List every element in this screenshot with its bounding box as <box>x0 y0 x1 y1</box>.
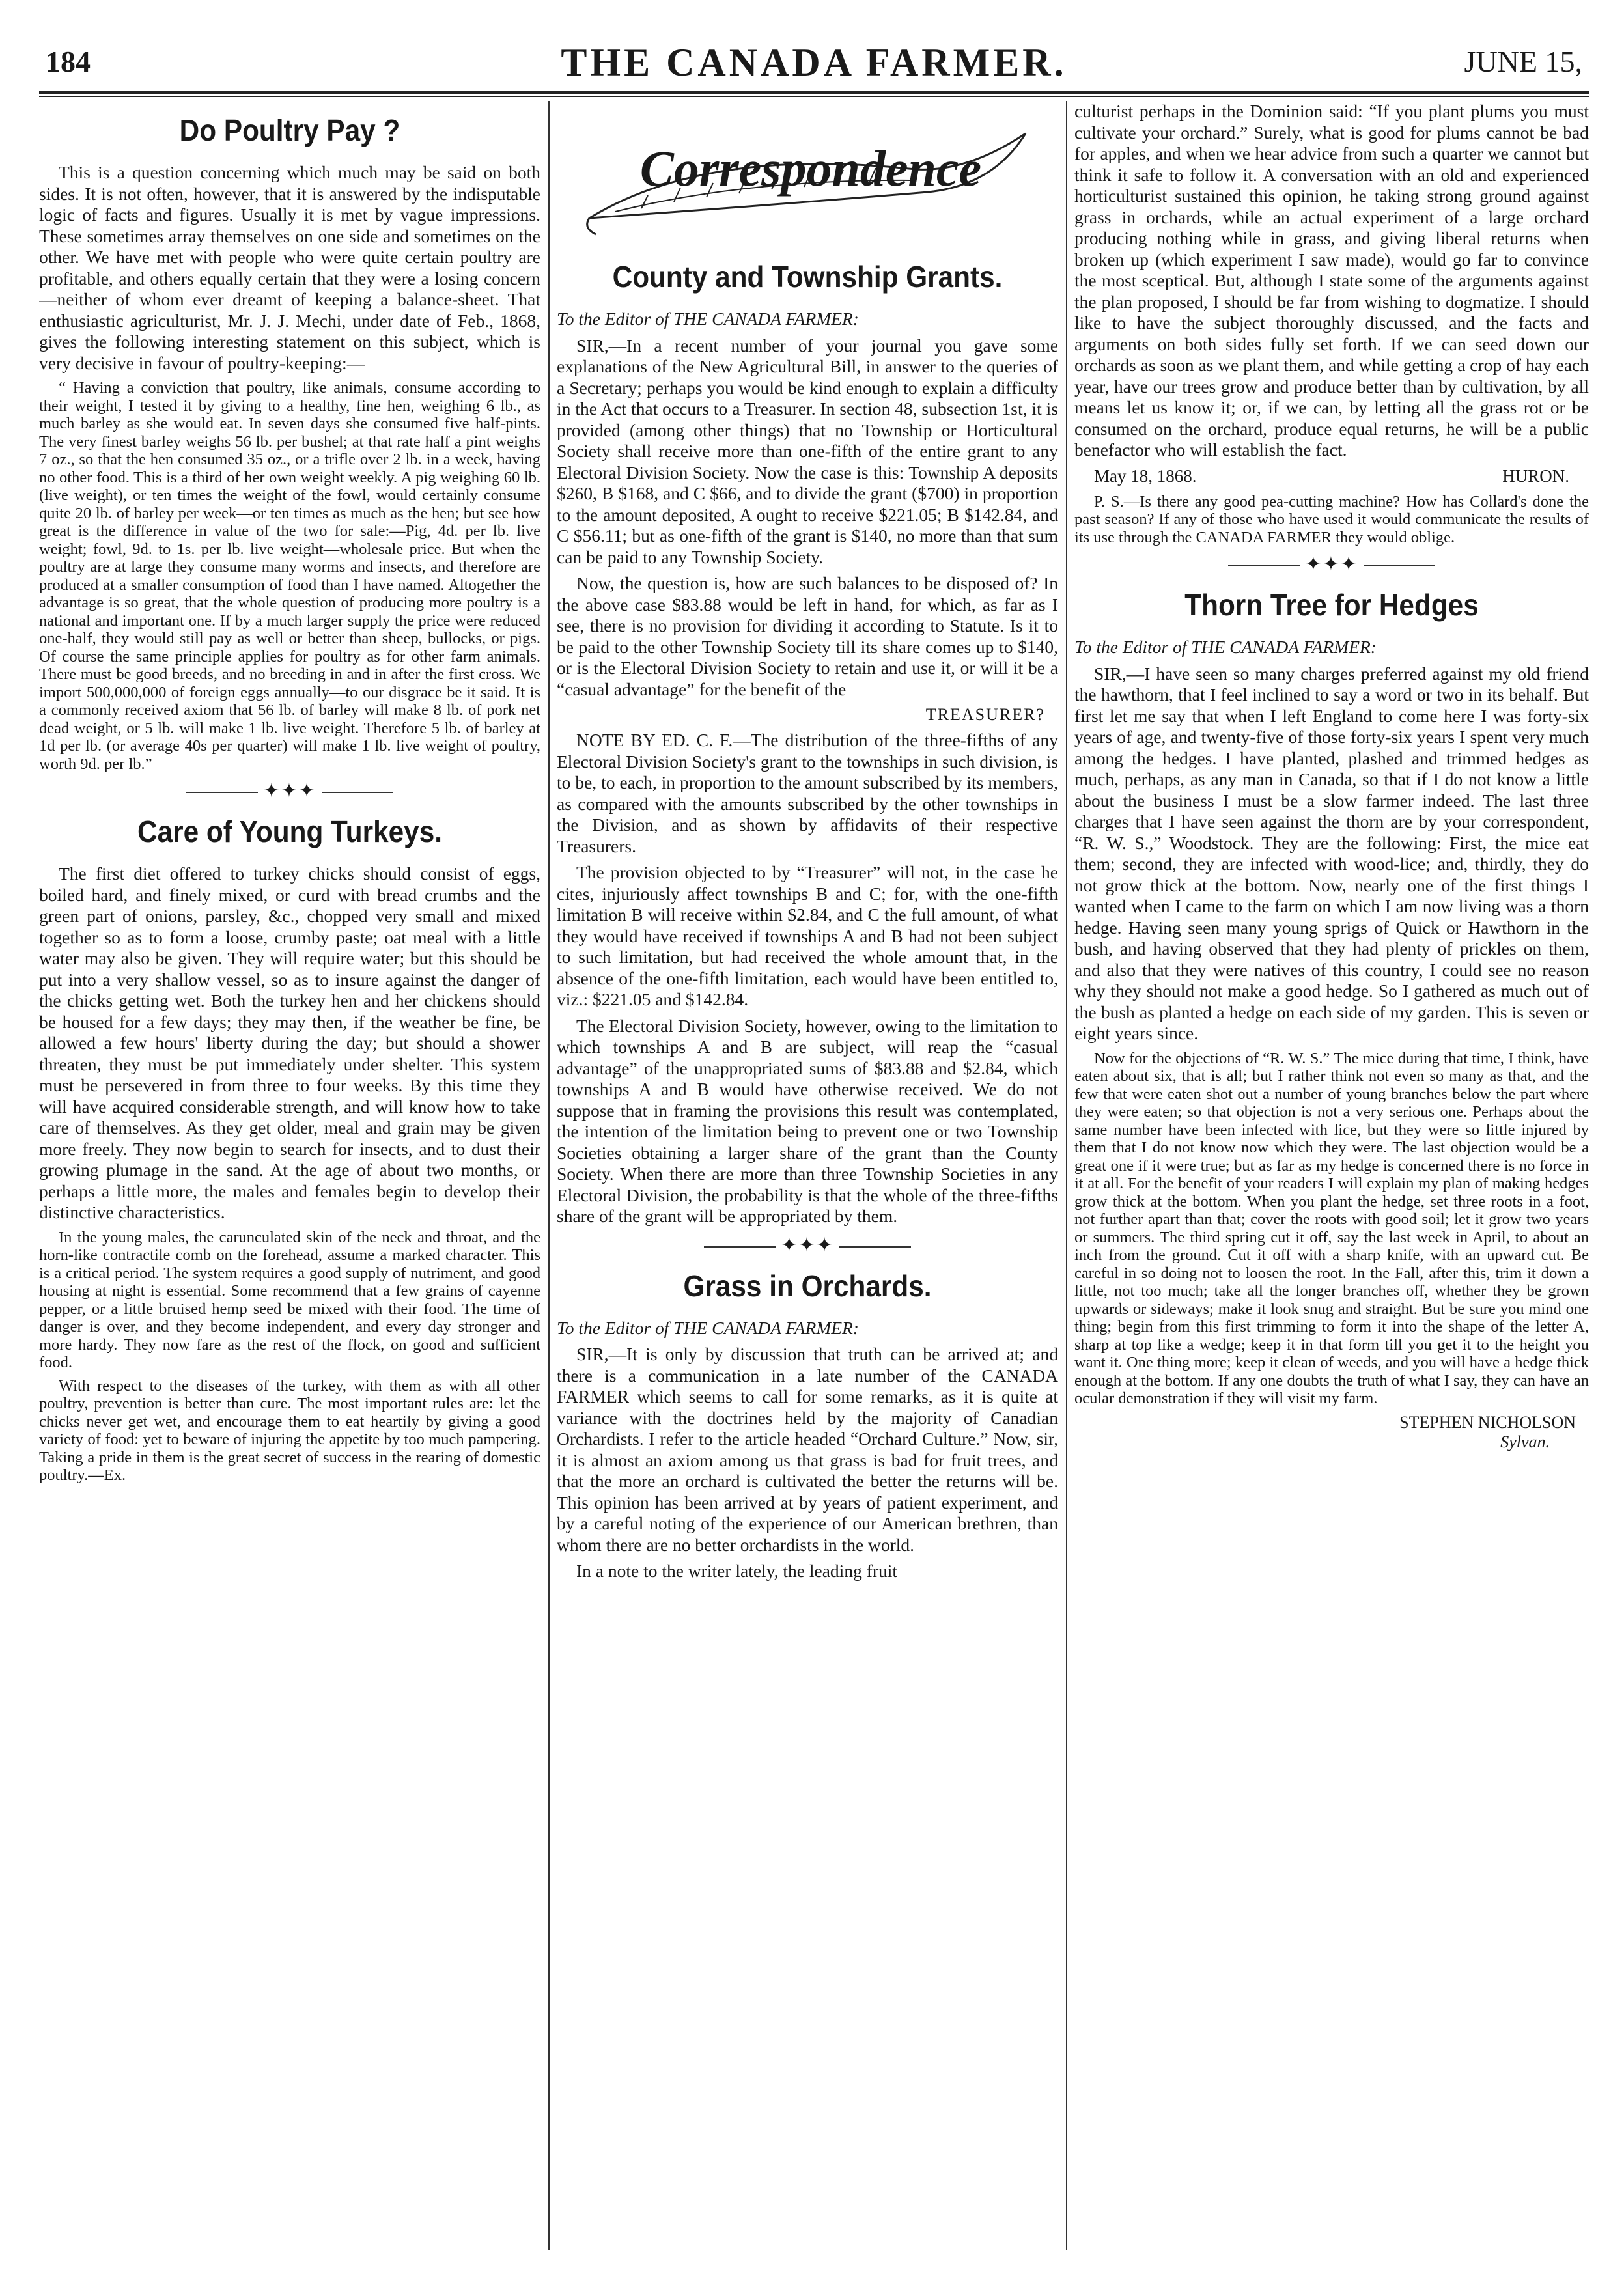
letter-dateline <box>1074 466 1589 486</box>
column-divider <box>1066 101 1067 2250</box>
article-paragraph: culturist perhaps in the Dominion said: “If you plant plums you must cultivate your orchard.” Surely, what is good for plums cannot be bad for apples, and when we hear advice from such a quarter we cannot but think it safe to follow it. A conversation with an old and experienced horticulturist sustained this opinion, he taking strong ground against grass in orchards, while an actual experiment of a large orchard producing nothing while in grass, and giving liberal returns when broken up (which experiment I saw made), would go far to convince the most sceptical. But, although I state some of the arguments against the plan proposed, I should be far from wishing to dogmatize. I should like to have the subject thoroughly discussed, and the facts and arguments on both sides fully set forth. If we can seed down our orchards as soon as we plant them, and while getting a crop of hay each year, have our trees grow and produce better than by cultivation, by all means let us know it; or, if we can, by letting all the grass rot or be consumed on the orchard, produce equal returns, he will be a public benefactor who will establish the fact. <box>1074 101 1589 460</box>
quill-pen-icon <box>576 107 1032 244</box>
section-ornament: ✦✦✦ <box>39 779 540 802</box>
article-quote: “ Having a conviction that poultry, like animals, consume according to their weight, I tested it by giving to a healthy, fine hen, weighing 6 lb., as much barley as she would eat. In seven days she consumed five half-pints. The very finest barley weighs 56 lb. per bushel; at that rate half a pint weighs 7 oz., so that the hen consumed 35 oz., or a trifle over 2 lb. in a week, having no other food. This is a third of her own weight weekly. A pig weighing 60 lb. (live weight), or ten times the weight of the fowl, would certainly consume quite 20 lb. of barley per week—or ten times as much as the hen; but see how great is the difference in value of the two for sale:—Pig, 4d. per lb. live weight; fowl, 9d. to 1s. per lb. live weight—wholesale price. But when the poultry are at large they consume many worms and insects, and therefore are produced at a smaller consumption of food than I have named. Altogether the advantage is so great, that the whole question of producing more poultry is a national and important one. If by a much larger supply the price were reduced one-half, they would still pay as well or better than sheep, bullocks, or pigs. Of course the same principle applies for poultry as for other farm animals. There must be good breeds, and no breeding in and in after the first cross. We import 500,000,000 of foreign eggs annually—to our disgrace be it said. It is a commonly received axiom that 56 lb. of barley will make 8 lb. of pork net dead weight, or 5 lb. will make 1 lb. live weight. Therefore 5 lb. of barley at 1d per lb. (or average 40s per quarter) will make 1 lb. live weight of poultry, worth 9d. per lb.” <box>39 379 540 773</box>
masthead <box>39 38 1589 96</box>
letter-salutation: To the Editor of THE CANADA FARMER: <box>1074 637 1377 657</box>
letter-signature: STEPHEN NICHOLSON <box>1399 1412 1576 1432</box>
column-divider <box>548 101 550 2250</box>
editor-note: NOTE BY ED. C. F.—The distribution of the three-fifths of any Electoral Division Society's grant to the townships in such division, is to be, to each, in proportion to the amount subscribed by its members, as compared with the amounts subscribed by the other townships in the Division, and as shown by affidavits of their respective Treasurers. <box>557 730 1058 856</box>
article-paragraph: The provision objected to by “Treasurer” will not, in the case he cites, injuriously affect townships B and C; for, with the one-fifth limitation B will receive within $2.84, and C the full amount, of what they would have received if townships A and B had not been subject to such limitation, but had received the whole amount that, in the absence of the one-fifth limitation, each would have been entitled to, viz.: $221.05 and $142.84. <box>557 862 1058 1009</box>
letter-signature: TREASURER? <box>925 705 1045 724</box>
article-title-poultry: Do Poultry Pay ? <box>179 113 400 147</box>
header-rule-thin <box>39 96 1589 97</box>
article-paragraph: This is a question concerning which much may be said on both sides. It is not often, however, that it is answered by the indisputable logic of facts and figures. Usually it is met by vague impressions. These sometimes array themselves on one side and sometimes on the other. We have met with people who were quite certain poultry are profitable, and others equally certain that they were a losing concern—neither of whom ever dreamt of keeping a balance-sheet. That enthusiastic agriculturist, Mr. J. J. Mechi, under date of Feb., 1868, gives the following interesting statement on this subject, which is very decisive in favour of poultry-keeping:— <box>39 162 540 373</box>
header-rule <box>39 91 1589 94</box>
issue-date: JUNE 15, <box>1464 45 1582 78</box>
section-ornament: ✦✦✦ <box>557 1234 1058 1257</box>
page-number: 184 <box>46 45 91 78</box>
article-title-turkeys: Care of Young Turkeys. <box>137 815 442 848</box>
article-paragraph: The Electoral Division Society, however, owing to the limitation to which townships A and B are subject, will reap the “casual advantage” of the unappropriated sums of $83.88 and $2.84, which townships A and B would have otherwise received. We do not suppose that in framing the provisions this result was contemplated, the intention of the limitation being to prevent one or two Township Societies obtaining a larger share of the grant than the County Society. When there are more than three Township Societies in any Electoral Division, the probability is that the whole of the three-fifths share of the grant will be appropriated by them. <box>557 1015 1058 1226</box>
letter-salutation: To the Editor of THE CANADA FARMER: <box>557 309 859 329</box>
article-paragraph: The first diet offered to turkey chicks should consist of eggs, boiled hard, and finely mixed, or curd with bread crumbs and the green part of onions, parsley, &c., chopped very small and mixed together so as to form a loose, crumby paste; oat meal with a little water may also be given. They will require water; but this should be put into a very shallow vessel, so as to insure against the danger of the chicks getting wet. Both the turkey hen and her chickens should be housed for a few days; they may then, if the weather be fine, be allowed a few hours' liberty during the day; but should a shower threaten, they must be put immediately under shelter. This system must be persevered in from three to four weeks. By this time they will have acquired considerable strength, and will know how to take care of themselves. As they get older, meal and grain may be given more freely. They now begin to search for insects, and to dust their growing plumage in the sand. At the age of about two months, or perhaps a little more, the males and females begin to develop their distinctive characteristics. <box>39 863 540 1222</box>
article-paragraph: Now, the question is, how are such balances to be disposed of? In the above case $83.88 would be left in hand, for which, as far as I see, there is no provision for dividing it according to Statute. Is it to be paid to the other Township Society till its share comes up to $140, or is the Electoral Division Society to retain and use it, or will it be a “casual advantage” for the benefit of the <box>557 573 1058 699</box>
postscript: P. S.—Is there any good pea-cutting machine? How has Collard's done the past season? If any of those who have used it would communicate the results of its use through the CANADA FARMER they would oblige. <box>1074 492 1589 546</box>
newspaper-title: THE CANADA FARMER. <box>561 41 1067 84</box>
article-paragraph: In the young males, the carunculated skin of the neck and throat, and the horn-like contractile comb on the forehead, assume a marked character. This is a critical period. The system requires a good supply of nutriment, and good housing at night is essential. Some recommend that a few grains of cayenne pepper, or a little bruised hemp seed be mixed with their food. The time of danger is over, and they become independent, and every day stronger and more hardy. They now fare as the rest of the flock, on good and sufficient food. <box>39 1228 540 1371</box>
letter-salutation: To the Editor of THE CANADA FARMER: <box>557 1317 859 1338</box>
article-paragraph: Now for the objections of “R. W. S.” The mice during that time, I think, have eaten about six, that is all; but I rather think not even so many as that, and the few that were eaten shot out a number of young branches below the part where they were eaten; so that objection is not a very serious one. Perhaps about the same number have been infected with lice, but they were so little injured by them that I do not know now which they were. The last objection would be a great one if it were true; but as far as my hedge is concerned there is no force in it at all. For the benefit of your readers I will explain my plan of making hedges grow thick at the bottom. When you plant the hedge, set three roots in a foot, not further apart than that; cover the roots with good soil; let it grow two years or summers. The third spring cut it off, say the last week in April, to about an inch from the ground. Cut it off with a sharp knife, with an upward cut. Be careful in so doing not to loosen the root. In the Fall, after this, trim it down a little, not too much; take all the longer branches off, whether they be grown upwards or sideways; make it look snug and straight. But be sure you mind one thing; begin from this first trimming to form it into the shape of the letter A, sharp at top like a wedge; keep it in that form till you get it to the height you want it. One thing more; keep it clean of weeds, and you will have a hedge thick enough at the bottom. If any one doubts the truth of what I say, they can have an ocular demonstration if they will visit my farm. <box>1074 1049 1589 1407</box>
column-2 <box>557 101 1058 2250</box>
article-title-grants: County and Township Grants. <box>612 260 1003 294</box>
article-paragraph: SIR,—In a recent number of your journal you gave some explanations of the New Agricultural Bill, in answer to the queries of a Secretary; perhaps you would be kind enough to explain a difficulty in the Act that occurs to a Treasurer. In section 48, subsection 1st, it is provided (among other things) that no Township or Horticultural Society shall receive more than one-fifth of the entire grant to any Electoral Division Society. Now the case is this: Township A deposits $260, B $168, and C $66, and to divide the grant ($700) in proportion to the amount deposited, A ought to receive $221.05; B $142.84, and C $56.11; but as one-fifth of the grant is $140, no more than that sum can be paid to any Township Society. <box>557 335 1058 567</box>
article-paragraph: In a note to the writer lately, the leading fruit <box>576 1561 898 1581</box>
letter-date: May 18, 1868. <box>1094 466 1197 486</box>
section-ornament: ✦✦✦ <box>1074 553 1589 576</box>
article-paragraph: SIR,—I have seen so many charges preferred against my old friend the hawthorn, that I feel inclined to say a word or two in its behalf. But first let me say that when I left England to come here I was forty-six years of age, and twenty-five of those forty-six years I spent very much among the hedges. I have planted, plashed and trimmed hedges as much, perhaps, as any man in Canada, so that if I do not know a little about the business I must be a slow farmer indeed. The last three charges that I have seen against the thorn are by your correspondent, “R. W. S.,” Woodstock. They are the following: First, the mice eat them; second, they are infected with wood-lice; and, thirdly, they do not grow thick at the bottom. Now, nearly one of the first things I wanted when I came to the farm on which I am now living was a thorn hedge. Having seen many young sprigs of Quick or Hawthorn in the bush, and having observed that they had plenty of prickles on them, and also that they were natives of this country, I could see no reason why they should not make a good hedge. So I gathered as much out of the bush as planted a hedge on each side of my garden. This is seven or eight years since. <box>1074 663 1589 1043</box>
column-3 <box>1074 101 1589 2250</box>
letter-signature: HURON. <box>1502 466 1569 486</box>
correspondence-banner <box>557 107 1058 247</box>
article-paragraph: SIR,—It is only by discussion that truth can be arrived at; and there is a communication in a late number of the CANADA FARMER which seems to call for some remarks, as it is quite at variance with the doctrines held by the majority of Canadian Orchardists. I refer to the article headed “Orchard Culture.” Now, sir, it is almost an axiom among us that grass is bad for fruit trees, and that the more an orchard is cultivated the better the returns will be. This opinion has been arrived at by years of patient experiment, and by a careful noting of the experience of our American brethren, than whom there are no better orchardists in the world. <box>557 1344 1058 1555</box>
article-paragraph: With respect to the diseases of the turkey, with them as with all other poultry, prevention is better than cure. The most important rules are: let the chicks never get wet, and encourage them to eat heartily by giving a good variety of food: yet to beware of injuring the appetite by too much pampering. Taking a pride in them is the great secret of success in the rearing of domestic poultry.—Ex. <box>39 1376 540 1484</box>
column-1 <box>39 101 540 2250</box>
article-title-orchards: Grass in Orchards. <box>683 1268 932 1303</box>
svg-text:Correspondence: Correspondence <box>639 140 982 197</box>
article-title-thorn: Thorn Tree for Hedges <box>1184 588 1479 622</box>
letter-place: Sylvan. <box>1500 1432 1550 1451</box>
